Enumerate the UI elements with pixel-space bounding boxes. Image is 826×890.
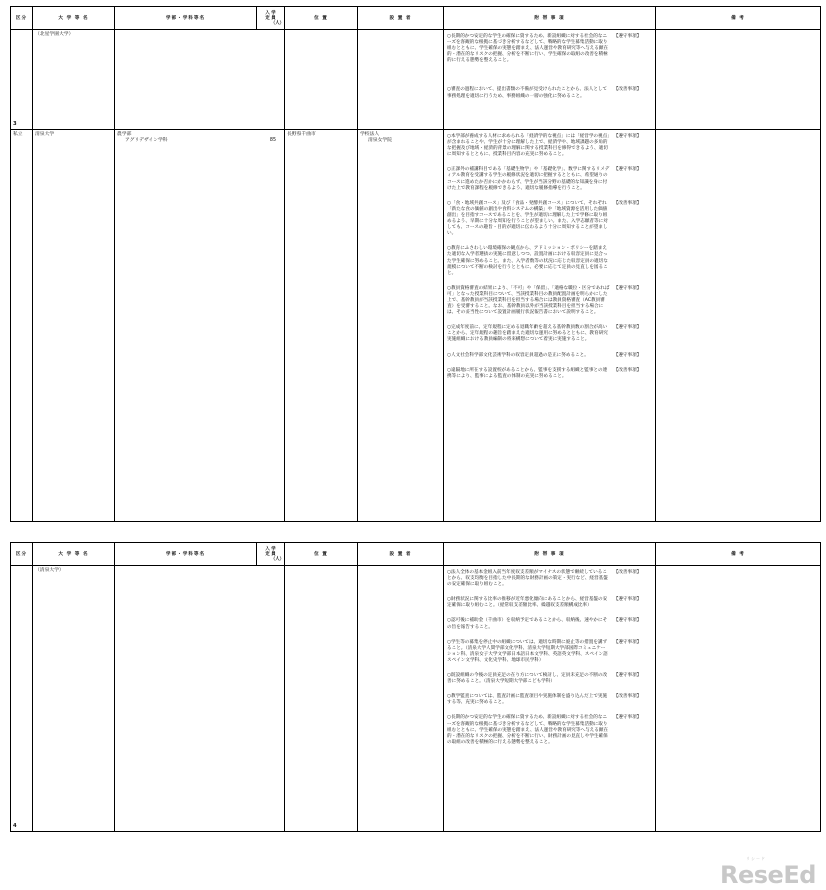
kubun-value: 私立 <box>13 132 23 137</box>
condition-text: ○審査の過程において、提出書類の不備が見受けられたことから、法人として事務処理を適切に行うため、事務組織の一層の強化に努めること。 <box>447 87 608 99</box>
condition-item <box>447 87 652 99</box>
condition-tag: 【改善事項】 <box>613 367 642 373</box>
spacer <box>447 73 652 87</box>
header-university: 大 学 等 名 <box>33 7 115 30</box>
condition-item <box>447 570 652 588</box>
condition-item <box>447 167 652 191</box>
condition-item <box>447 134 652 158</box>
condition-item <box>447 694 652 706</box>
founder-type: 学校法人 <box>360 132 380 137</box>
university-cell <box>33 566 115 832</box>
university-name: （清泉大学） <box>35 568 64 573</box>
conditions-cell <box>444 566 656 832</box>
condition-item <box>447 368 652 380</box>
header-capacity <box>257 543 285 566</box>
logo-text: ReseEd <box>720 861 816 889</box>
condition-item <box>447 618 652 630</box>
condition-tag: 【遵守事項】 <box>613 285 642 291</box>
founder-cell <box>358 30 444 130</box>
page-number: 4 <box>13 823 17 829</box>
university-cell <box>33 130 115 522</box>
table-row <box>11 566 821 832</box>
kubun-cell <box>11 566 33 832</box>
condition-text: ○本学部が養成する人材に求められる「経済学的な視点」には「経営学の視点」が含まれることや、学生が十分に理解した上で、経済学や、地域課題の多角的な把握及び地域・経済的背景の理解に関する授業科目を修得できるよう、適切に周知するとともに、授業科目内容の充実に努めること。 <box>447 134 610 158</box>
university-name: 清泉大学 <box>35 132 55 137</box>
remarks-cell <box>656 130 821 522</box>
header-university: 大 学 等 名 <box>33 543 115 566</box>
condition-tag: 【遵守事項】 <box>613 639 642 645</box>
condition-tag: 【遵守事項】 <box>613 715 642 721</box>
faculty-cell <box>115 130 285 522</box>
header-faculty: 学部・学科等名 <box>115 7 257 30</box>
condition-text: ○教学監査については、監査計画に監査項目や実施体制を盛り込んだ上で実施する等、充実に努めること。 <box>447 694 608 706</box>
header-founder: 設 置 者 <box>358 543 444 566</box>
header-location: 位 置 <box>285 7 358 30</box>
university-cell <box>33 30 115 130</box>
header-kubun: 区分 <box>11 543 33 566</box>
department-name: アグリデザイン学科 <box>125 138 168 144</box>
faculty-block <box>115 130 284 147</box>
condition-text: ○教員資格審査の結果により、「不可」や「保留」、「適格な職位・区分であれば可」となった授業科目について、当該授業科目の教員配置計画を明らかにした上で、基幹教員が当該授業科目を担当する場合には教員資格審査（AC教員審査）を受審すること。なお、基幹教員以外が当該授業科目を担当する場合には、その妥当性について設置計画履行状況報告書において説明すること。 <box>447 285 610 316</box>
department-capacity: 85 <box>269 138 276 144</box>
founder-block <box>358 566 443 570</box>
condition-text: ○財務状況に関する比率の推移が近年悪化傾向にあることから、経営基盤の安定確保に取り組むこと。（経常収支差額比率、繰越収支差額構成比率） <box>447 597 608 609</box>
condition-item <box>447 715 652 745</box>
header-conditions: 附 帯 事 項 <box>444 7 656 30</box>
resemom-logo <box>716 856 820 889</box>
condition-tag: 【改善事項】 <box>613 87 642 93</box>
faculty-block <box>115 30 284 34</box>
kubun-value <box>11 566 32 570</box>
condition-text: ○認可後に補助金（千曲市）を収納予定であることから、収納後、速やかにその旨を報告すること。 <box>447 618 608 630</box>
kubun-cell <box>11 130 33 522</box>
page-number: 3 <box>13 121 17 127</box>
condition-tag: 【改善事項】 <box>613 694 642 700</box>
header-conditions: 附 帯 事 項 <box>444 543 656 566</box>
condition-tag: 【遵守事項】 <box>613 325 642 331</box>
kubun-value <box>11 30 32 34</box>
header-capacity-line2: 定 員 <box>265 15 276 21</box>
condition-text: ○「食・地域共創コース」及び「食品・発酵共創コース」について、それぞれ「新たな食の価値の創出や食料システムの構築」や「地域資源を活用した価値創出」を目指すコースであることを、学生が適切に理解した上で学修に取り組めるよう、早期に十分な周知を行うことが望ましい。また、入学志願者等に対しても、コースの趣旨・目的が適切に伝わるよう十分に周知することが望ましい。 <box>447 200 608 237</box>
header-capacity-line2: 定 員 <box>265 551 276 557</box>
header-capacity <box>257 7 285 30</box>
document-page-1 <box>10 6 820 522</box>
header-kubun: 区分 <box>11 7 33 30</box>
faculty-name: 農学部 <box>117 132 132 137</box>
condition-item <box>447 353 652 359</box>
condition-text: ○教育にふさわしい環境確保の観点から、アドミッション・ポリシーを踏まえた適切な入学者選抜の実施に留意しつつ、設置計画における収容定員に見合った学生確保に努めること。また、入学者数等の状況に応じた収容定員の適切な規模について不断の検討を行うとともに、必要に応じて定員の見直しを図ること。 <box>447 246 608 276</box>
condition-text: ○遠隔地に所在する設置校があることから、監事を支援する組織と監事との連携等により、監事による監査の体制の充実に努めること。 <box>447 367 608 379</box>
conditions-list <box>444 566 655 746</box>
remarks-cell <box>656 566 821 832</box>
condition-item <box>447 325 652 343</box>
header-founder: 設 置 者 <box>358 7 444 30</box>
condition-text: ○長期的かつ安定的な学生の確保に資するため、新設組織に対する社会的なニーズを客観的な根拠に基づき分析するなどして、戦略的な学生募集活動に取り組むとともに、学生確保の実態を踏まえ、法人運営や教育研究等へ与える顕在的・潜在的なリスクの把握、分析を不断に行い、学生確保の取組の改善を積極的に行える態勢を整えること。 <box>447 34 609 64</box>
founder-block <box>358 130 443 147</box>
approval-table <box>10 542 821 832</box>
condition-text: ○法人全体の基本金組入前当年度収支差額がマイナスの状態で継続していることから、収支均衡を目指した中長期的な財務計画の策定・実行など、経営基盤の安定確保に取り組むこと。 <box>447 570 608 588</box>
condition-tag <box>610 246 652 276</box>
approval-table <box>10 6 821 522</box>
condition-text: ○長期的かつ安定的な学生の確保に資するため、新設組織に対する社会的なニーズを客観的な根拠に基づき分析するなどして、戦略的な学生募集活動に取り組むとともに、学生確保の実態を踏まえ、法人運営や教育研究等へ与える顕在的・潜在的なリスクの把握、分析を不断に行い、財務計画の見直しや学生確保の取組の改善を積極的に行える態勢を整えること。 <box>447 715 609 745</box>
condition-tag: 【遵守事項】 <box>613 618 642 624</box>
condition-item <box>447 640 652 664</box>
header-remarks: 備 考 <box>656 7 821 30</box>
conditions-cell <box>444 30 656 130</box>
founder-name: 清泉女学院 <box>368 138 392 144</box>
table-row <box>11 30 821 130</box>
condition-text: ○既設組織の今後の定員充足の在り方について検討し、定員未充足の不断の改善に努めること。（清泉大学短期大学部こども学科） <box>447 673 608 685</box>
condition-tag: 【遵守事項】 <box>613 34 642 39</box>
kubun-cell <box>11 30 33 130</box>
university-name: （北星学園大学） <box>35 32 74 37</box>
faculty-block <box>115 566 284 570</box>
header-capacity-unit: （人） <box>270 556 284 562</box>
logo-small-text: リシード <box>746 856 766 861</box>
table-row <box>11 130 821 522</box>
condition-text: ○学生等の募集を停止中の組織については、適切な時期に廃止等の措置を講ずること。（清泉大学人間学部文化学科、清泉大学短期大学部国際コミュニケーション科、清泉女子大学文学部日本語日本文学科、英語英文学科、スペイン語スペイン文学科、文化史学科、地球市民学科） <box>447 639 608 663</box>
conditions-list <box>444 30 655 100</box>
document-page-2 <box>10 542 820 832</box>
condition-item <box>447 201 652 238</box>
location-value <box>285 30 357 34</box>
condition-text: ○人文社会科学部文化芸術学科の収容定員超過の是正に努めること。 <box>447 352 589 358</box>
condition-item <box>447 34 652 64</box>
condition-item <box>447 673 652 685</box>
condition-tag: 【遵守事項】 <box>613 134 642 139</box>
header-location: 位 置 <box>285 543 358 566</box>
founder-cell <box>358 130 444 522</box>
location-cell <box>285 566 358 832</box>
founder-cell <box>358 566 444 832</box>
header-capacity-line1: 入 学 <box>265 10 276 16</box>
condition-text: ○正課外の補講科目である「基礎生物学」や「基礎化学」、数学に関するリメディアル教育を受講する学生の履修状況を適切に把握するとともに、希望通りのコースに進めたか否かにかかわらず、学生が当該分野の基礎的な知識を身に付けた上で教育課程を履修できるよう、適切な履修指導を行うこと。 <box>447 167 610 191</box>
location-cell <box>285 30 358 130</box>
condition-tag: 【遵守事項】 <box>613 167 642 173</box>
faculty-cell <box>115 566 285 832</box>
condition-tag: 【改善事項】 <box>613 570 642 575</box>
condition-tag: 【改善事項】 <box>613 200 642 206</box>
header-capacity-line1: 入 学 <box>265 546 276 552</box>
condition-tag: 【遵守事項】 <box>613 597 642 603</box>
location-value <box>285 566 357 570</box>
header-remarks: 備 考 <box>656 543 821 566</box>
location-value: 長野県千曲市 <box>287 132 316 137</box>
location-cell <box>285 130 358 522</box>
department-line <box>117 138 282 144</box>
header-faculty: 学部・学科等名 <box>115 543 257 566</box>
conditions-list <box>444 130 655 380</box>
condition-tag: 【遵守事項】 <box>613 673 642 679</box>
faculty-cell <box>115 30 285 130</box>
condition-tag: 【遵守事項】 <box>613 352 642 358</box>
condition-item <box>447 286 652 316</box>
condition-item <box>447 597 652 609</box>
condition-text: ○完成年度前に、定年規程に定める退職年齢を超える基幹教員数の割合が高いことから、定年規程の趣旨を踏まえた適切な運用に努めるとともに、教育研究実施組織における教員編制の将来構想について着実に実施すること。 <box>447 325 608 343</box>
conditions-cell <box>444 130 656 522</box>
header-capacity-unit: （人） <box>270 20 284 26</box>
founder-block <box>358 30 443 34</box>
condition-item <box>447 246 652 276</box>
header-row <box>11 543 821 566</box>
header-row <box>11 7 821 30</box>
remarks-cell <box>656 30 821 130</box>
